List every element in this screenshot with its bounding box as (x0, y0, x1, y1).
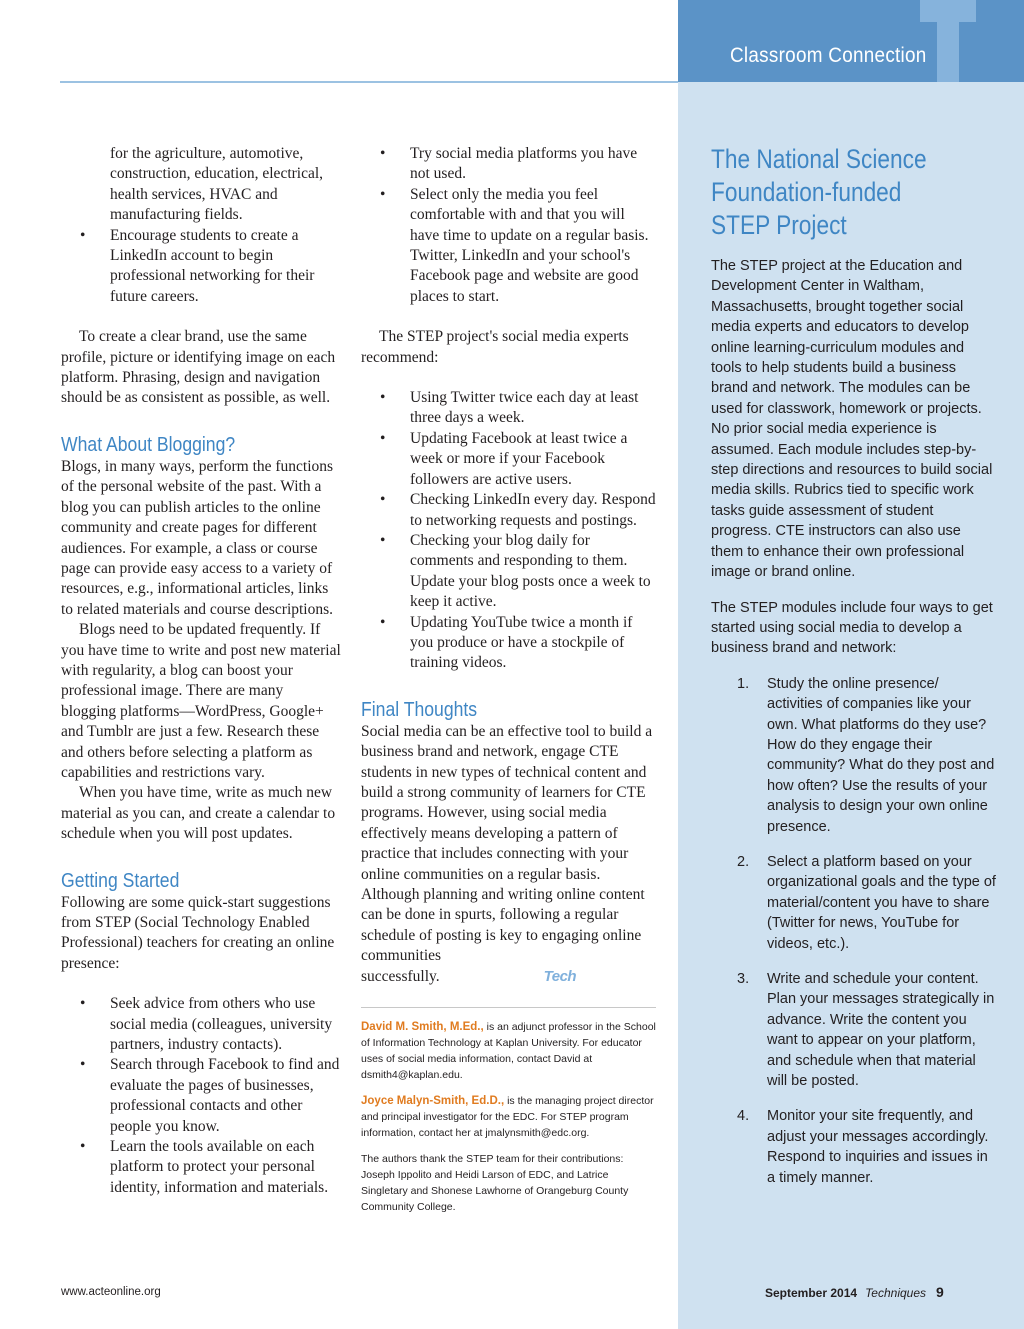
section-title: Classroom Connection (730, 44, 927, 67)
author-bio (361, 1093, 656, 1141)
author-bio-text: is an adjunct professor in the School of Information Technology at Kaplan University. For educator uses of social media information, contact David at dsmith4@kaplan.edu. (361, 1021, 656, 1082)
bullet-icon: • (380, 389, 386, 407)
list-item (711, 1106, 996, 1188)
bullet-icon: • (80, 226, 86, 244)
list-item (711, 674, 996, 837)
bullet-text: Encourage students to create a LinkedIn account to begin professional networking for their future careers. (110, 226, 315, 305)
bullet-icon: • (380, 429, 386, 447)
list-item (361, 531, 656, 613)
footer-issue (765, 1284, 944, 1300)
blog-paragraph-1: Blogs, in many ways, perform the functions of the personal website of the past. With a blog you can publish articles to the online community and create pages for different audiences. For example, a class or course page can provide easy access to a variety of resources, e.g., informational articles, links to related materials and course descriptions. (61, 457, 334, 618)
blog-paragraph-2: Blogs need to be updated frequently. If you have time to write and post new material with regularity, a blog can boost your professional image. There are many blogging platforms—WordPress, Google+ and Tumblr are just a few. Research these and others before selecting a platform as capabilities and restrictions vary. (61, 621, 341, 781)
list-item (711, 852, 996, 954)
bullet-icon: • (380, 185, 386, 203)
column-middle (361, 144, 656, 1225)
bullet-text: Updating YouTube twice a month if you produce or have a stockpile of training videos. (410, 613, 633, 672)
author-bio (361, 1019, 656, 1083)
list-item (711, 969, 996, 1091)
bullet-text: Seek advice from others who use social media (colleagues, university partners, industry contacts). (110, 995, 333, 1054)
final-thoughts-paragraph (361, 722, 656, 987)
blogging-heading: What About Blogging? (61, 433, 236, 456)
step-number: 2. (737, 853, 750, 870)
list-item (361, 388, 656, 429)
getting-started-paragraph: Following are some quick-start suggestions from STEP (Social Technology Enabled Professional) teachers for creating an online presence: (61, 893, 335, 972)
step-text: Monitor your site frequently, and adjust your messages accordingly. Respond to inquiries and issues in a timely manner. (767, 1108, 989, 1186)
list-item (361, 144, 656, 185)
step-number: 1. (737, 675, 750, 692)
bullet-icon: • (80, 1138, 86, 1156)
final-thoughts-heading: Final Thoughts (361, 698, 478, 721)
list-item (361, 185, 656, 307)
getting-started-heading: Getting Started (61, 869, 180, 892)
author-name: Joyce Malyn-Smith, Ed.D., (361, 1095, 505, 1108)
author-bio-text: is the managing project director and principal investigator for the EDC. For STEP program information, contact her at jmalynsmith@edc.org. (361, 1095, 654, 1140)
list-item (361, 429, 656, 490)
sidebar-title-line: The National Science (711, 144, 927, 174)
list-item (361, 613, 656, 674)
bullet-icon: • (380, 145, 386, 162)
bullet-text: Learn the tools available on each platform to protect your personal identity, information and materials. (110, 1138, 329, 1196)
sidebar-title-line: Foundation-funded (711, 177, 902, 207)
step-number: 4. (737, 1108, 750, 1125)
author-name: David M. Smith, M.Ed., (361, 1021, 484, 1034)
bullet-icon: • (380, 491, 386, 509)
step-text: Write and schedule your content. Plan your messages strategically in advance. Write the content you want to appear on your platform, and schedule when that material will be posted. (767, 971, 995, 1090)
bullet-icon: • (380, 531, 386, 549)
sidebar-title (711, 143, 997, 242)
recommend-paragraph: The STEP project's social media experts recommend: (361, 328, 629, 366)
bullet-text: Updating Facebook at least twice a week or more if your Facebook followers are active users. (410, 429, 628, 488)
column-left (61, 144, 341, 1198)
final-thoughts-text: Social media can be an effective tool to build a business brand and network, engage CTE students in new types of technical content and build a strong community of learners for CTE programs. However, using social media effectively means developing a pattern of practice that includes connecting with your online communities on a regular basis. Although planning and writing online content can be done in spurts, following a regular schedule of posting is key to engaging online communities successfully. (361, 722, 653, 985)
tech-logo-icon: Tech (543, 967, 577, 985)
header-t-logo-bar (920, 0, 976, 22)
list-item (61, 994, 341, 1055)
bullet-icon: • (80, 995, 86, 1013)
brand-paragraph: To create a clear brand, use the same profile, picture or identifying image on each platform. Phrasing, design and navigation should be as consistent as possible, as well. (61, 328, 336, 407)
list-item (61, 226, 341, 308)
list-item (361, 490, 656, 531)
bullet-icon: • (80, 1056, 86, 1074)
sidebar-title-line: STEP Project (711, 210, 847, 240)
footer-website[interactable]: www.acteonline.org (61, 1286, 161, 1298)
issue-date: September 2014 (765, 1286, 858, 1300)
bullet-continuation: for the agriculture, automotive, construction, education, electrical, health services, HVAC and manufacturing fields. (110, 145, 324, 224)
step-number: 3. (737, 971, 750, 987)
magazine-name: Techniques (865, 1286, 926, 1300)
page-number: 9 (936, 1284, 944, 1300)
header-rule (60, 81, 678, 83)
sidebar-paragraph-2: The STEP modules include four ways to get started using social media to develop a business brand and network: (711, 599, 993, 657)
sidebar-paragraph-1: The STEP project at the Education and Development Center in Waltham, Massachusetts, brought together social media experts and educators to develop online learning-curriculum modules and tools to help students build a business brand and network. The modules can be used for classwork, homework or projects. No prior social media experience is assumed. Each module includes step-by-step directions and resources to build social media skills. Rubrics tied to specific work tasks guide assessment of student progress. CTE instructors can also use them to enhance their own professional image or brand online. (711, 258, 993, 581)
step-text: Study the online presence/ activities of companies like your own. What platforms do they use? How do they engage their community? What do they post and how often? Use the results of your analysis to design your own online presence. (767, 675, 995, 835)
steps-list (711, 674, 996, 1188)
bullet-text: Select only the media you feel comfortable with and that you will have time to update on a regular basis. Twitter, LinkedIn and your school's Facebook page and website are good places to start. (410, 185, 649, 305)
list-item (61, 144, 341, 226)
sidebar (711, 143, 996, 1203)
bullet-text: Checking your blog daily for comments and responding to them. Update your blog posts once a week to keep it active. (410, 531, 651, 611)
acknowledgements: The authors thank the STEP team for their contributions: Joseph Ippolito and Heidi Larson of EDC, and Latrice Singletary and Shonese Lawhorne of Orangeburg County Community College. (361, 1153, 629, 1214)
bullet-text: Search through Facebook to find and evaluate the pages of businesses, professional contacts and other people you know. (110, 1056, 340, 1135)
list-item (61, 1137, 341, 1198)
step-text: Select a platform based on your organizational goals and the type of material/content you have to share (Twitter for news, YouTube for videos, etc.). (767, 853, 996, 952)
blog-paragraph-3: When you have time, write as much new material as you can, and create a calendar to schedule when you will post updates. (61, 784, 336, 843)
list-item (61, 1055, 341, 1137)
bio-divider (361, 1007, 656, 1008)
header-t-logo-stem (937, 22, 959, 82)
bullet-text: Checking LinkedIn every day. Respond to networking requests and postings. (410, 491, 656, 529)
bullet-text: Try social media platforms you have not used. (410, 145, 638, 183)
bullet-icon: • (380, 613, 386, 631)
bullet-text: Using Twitter twice each day at least three days a week. (410, 389, 639, 427)
